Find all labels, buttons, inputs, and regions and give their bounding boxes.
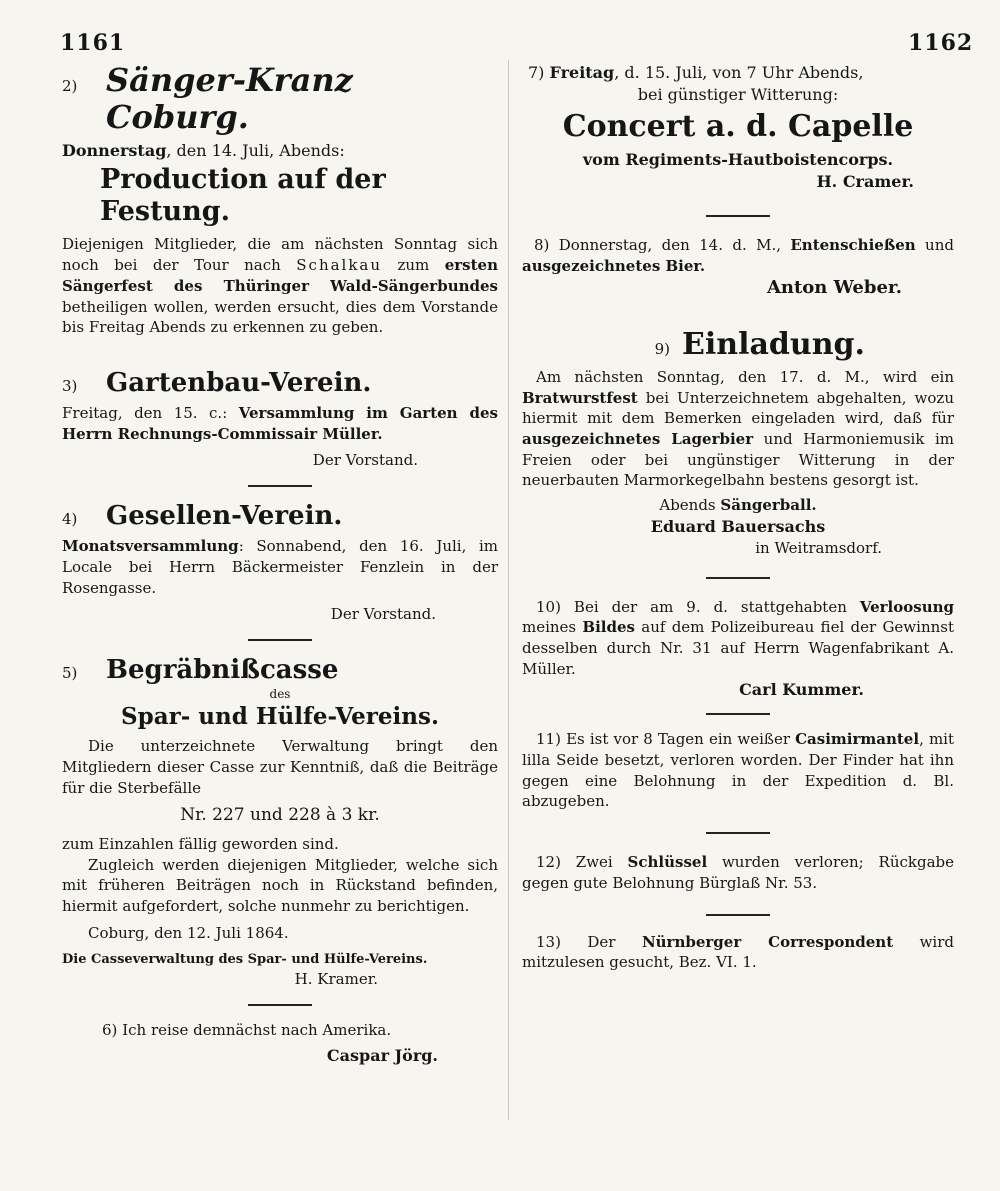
notice-body: 11) Es ist vor 8 Tagen ein weißer Casimirmantel, mit lilla Seide besetzt, verloren worden. Der Finder hat ihn gegen eine Belohnung in der Expedition d. Bl. abzugeben.: [522, 730, 954, 811]
notice-body: Monatsversammlung: Sonnabend, den 16. Juli, im Locale bei Herrn Bäckermeister Fenzlein in der Rosengasse.: [62, 537, 498, 597]
notice-4: [62, 501, 498, 625]
notice-10: [522, 597, 954, 702]
notice-body: Freitag, den 15. c.: Versammlung im Garten des Herrn Rechnungs-Commissair Müller.: [62, 404, 498, 443]
page-number-right: 1162: [908, 30, 974, 56]
separator-rule: [706, 577, 770, 579]
notice-body: 13) Der Nürnberger Correspondent wird mitzulesen gesucht, Bez. VI. 1.: [522, 932, 954, 972]
notice-number: 3): [62, 376, 78, 395]
notice-9: [522, 327, 954, 559]
notice-body: Zugleich werden diejenigen Mitglieder, welche sich mit früheren Beiträgen noch in Rückstand befinden, hiermit aufgefordert, solche nunmehr zu berichtigen.: [62, 855, 498, 915]
notice-evening: Abends Sängerball.: [659, 496, 817, 515]
notice-subtitle: vom Regiments-Hautboistencorps.: [582, 149, 894, 169]
notice-11: [522, 729, 954, 812]
notice-signature: Der Vorstand.: [330, 605, 436, 624]
separator-rule: [248, 639, 312, 641]
notice-body: Diejenigen Mitglieder, die am nächsten Sonntag sich noch bei der Tour nach Schalkau zum ersten Sängerfest des Thüringer Wald-Sängerbundes betheiligen wollen, werden ersucht, dies dem Vorstande bis Freitag Abends zu erkennen zu geben.: [62, 235, 498, 337]
notice-number: 4): [62, 510, 78, 529]
separator-rule: [706, 713, 770, 715]
notice-5: [62, 655, 498, 990]
separator-rule: [248, 1004, 312, 1006]
notice-title: Concert a. d. Capelle: [562, 109, 914, 145]
separator-rule: [706, 914, 770, 916]
notice-signature: Anton Weber.: [766, 277, 902, 299]
notice-title: Gesellen-Verein.: [106, 501, 343, 532]
notice-title: Sänger-Kranz Coburg.: [106, 61, 353, 136]
page-number-left: 1161: [60, 30, 126, 56]
notice-number: 5): [62, 664, 78, 683]
notice-6: [62, 1020, 498, 1067]
notice-body: bei günstiger Witterung:: [637, 85, 839, 105]
notice-body: 7) Freitag, d. 15. Juli, von 7 Uhr Abends,: [528, 63, 864, 82]
notice-number: 9): [654, 340, 670, 359]
notice-date: Coburg, den 12. Juli 1864.: [88, 923, 289, 942]
notice-signature: Caspar Jörg.: [326, 1045, 438, 1065]
notice-title: Begräbnißcasse: [106, 655, 339, 686]
notice-signature: H. Cramer.: [816, 171, 914, 191]
notice-8: [522, 235, 954, 301]
notice-signature: Der Vorstand.: [312, 451, 418, 470]
notice-signature: Eduard Bauersachs: [650, 516, 826, 536]
notice-body: 12) Zwei Schlüssel wurden verloren; Rückgabe gegen gute Belohnung Bürglaß Nr. 53.: [522, 853, 954, 892]
notice-body: Am nächsten Sonntag, den 17. d. M., wird ein Bratwurstfest bei Unterzeichnetem abgehalten, wozu hiermit mit dem Bemerken eingeladen wird, daß für ausgezeichnetes Lagerbier und Harmoniemusik im Freien oder bei ungünstiger Witterung in der neuerbauten Marmorkegelbahn bestens gesorgt ist.: [522, 368, 954, 490]
notice-number: 2): [62, 77, 78, 95]
notice-3: [62, 368, 498, 471]
notice-body: 6) Ich reise demnächst nach Amerika.: [102, 1020, 392, 1039]
notice-des: des: [269, 687, 291, 702]
notice-body: 10) Bei der am 9. d. stattgehabten Verloosung meines Bildes auf dem Polizeibureau fiel der Gewinnst desselben durch Nr. 31 auf Herrn Wagenfabrikant A. Müller.: [522, 597, 954, 678]
notice-place: in Weitramsdorf.: [755, 538, 882, 557]
notice-signature: Carl Kummer.: [739, 680, 864, 700]
separator-rule: [706, 215, 770, 217]
notice-2: [62, 62, 498, 338]
notice-numbers: Nr. 227 und 228 à 3 kr.: [180, 805, 380, 826]
notice-signature: H. Kramer.: [294, 970, 378, 989]
notice-title: Gartenbau-Verein.: [106, 367, 372, 398]
notice-body: Die unterzeichnete Verwaltung bringt den Mitgliedern dieser Casse zur Kenntniß, daß die Beiträge für die Sterbefälle: [62, 737, 498, 797]
notice-title: Einladung.: [682, 327, 865, 363]
separator-rule: [706, 832, 770, 834]
column-divider: [508, 60, 509, 1120]
notice-heading: Production auf der Festung.: [100, 163, 386, 228]
notice-13: [522, 932, 954, 973]
notice-body: 8) Donnerstag, den 14. d. M., Entenschießen und ausgezeichnetes Bier.: [522, 235, 954, 275]
notice-12: [522, 852, 954, 893]
notice-organisation: Die Casseverwaltung des Spar- und Hülfe-Vereins.: [62, 952, 428, 968]
notice-body: zum Einzahlen fällig geworden sind.: [62, 834, 339, 853]
notice-date: Donnerstag, den 14. Juli, Abends:: [62, 140, 345, 160]
left-column: [62, 62, 498, 1067]
separator-rule: [248, 485, 312, 487]
notice-7: [522, 62, 954, 193]
notice-subtitle: Spar- und Hülfe-Vereins.: [121, 702, 439, 730]
right-column: [522, 62, 954, 973]
